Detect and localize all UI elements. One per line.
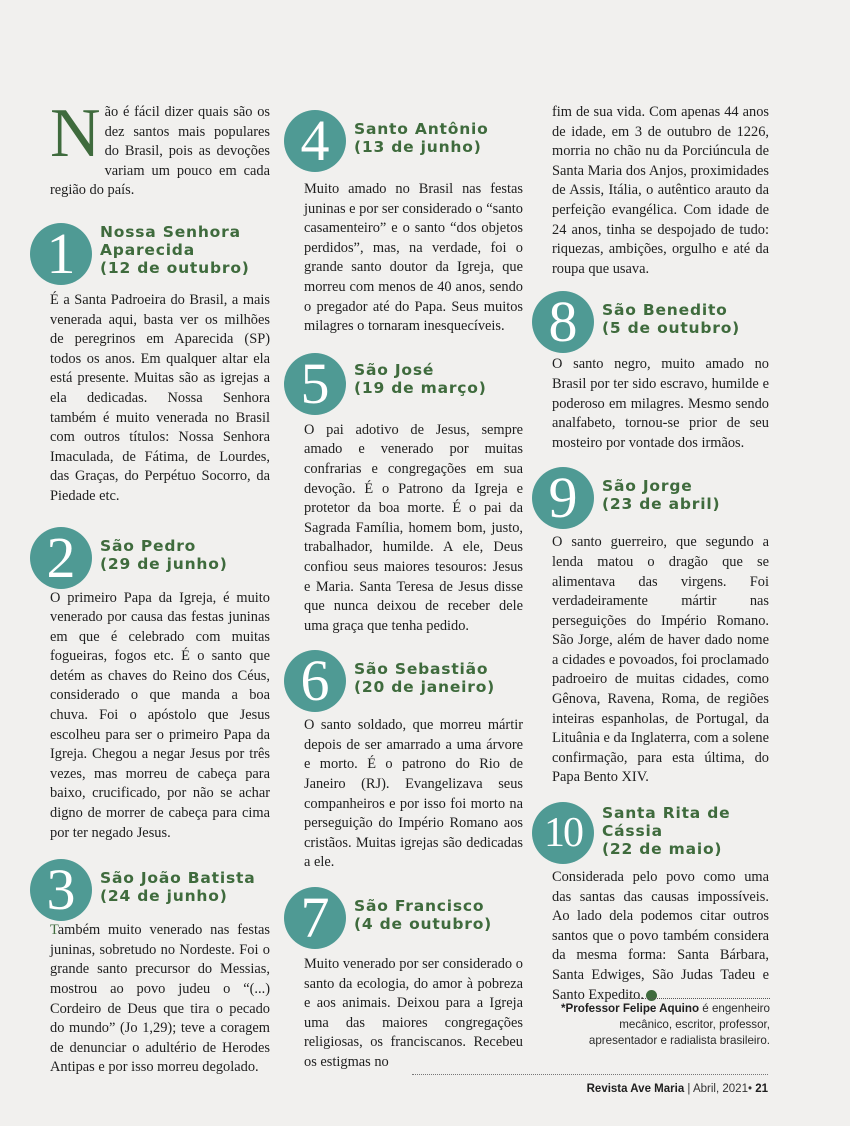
saint-number-8: 8 — [532, 291, 594, 353]
saint-text-2: O primeiro Papa da Igreja, é muito venerado por causa das festas juninas em que é celebrado com muitas fogueiras, fogos etc. É o santo que detém as chaves do Reino dos Céus, considerado o que manda a boa chuva. Foi o apóstolo que Jesus escolheu para ser o primeiro Papa da Igreja. Chegou a negar Jesus por três vezes, mas morreu de cabeça para baixo, crucificado, por não se achar digno de morrer de cabeça para cima por ter negado Jesus. — [50, 589, 270, 841]
saint-heading-5 — [300, 352, 523, 421]
footer-bullet: • — [747, 1083, 752, 1095]
saint-title-4 — [354, 120, 534, 156]
saint-heading-2 — [46, 526, 270, 589]
page-footer — [412, 1083, 768, 1095]
saint-text-9: O santo guerreiro, que segundo a lenda matou o dragão que se alimentava das virgens. Foi verdadeiramente mártir nas perseguições do Império Romano. São Jorge, além de haver dado nome a cidades e povoados, foi proclamado padroeiro de muitas cidades, como Gênova, Ravena, Roma, de regiões inteiras espanholas, de Portugal, da Lituânia e da Inglaterra, com a solene confirmação, para esta última, do Papa Bento XIV. — [552, 534, 769, 786]
saint-heading-4 — [300, 110, 523, 180]
saint-name-2: São Pedro — [100, 536, 197, 555]
saint-number-3: 3 — [30, 859, 92, 921]
saint-date-10: (22 de maio) — [602, 840, 723, 859]
footer-separator: | — [687, 1083, 691, 1095]
author-note — [560, 998, 770, 1049]
saint-text-3 — [50, 921, 270, 1078]
saint-date-2: (29 de junho) — [100, 554, 228, 573]
saint-heading-10 — [544, 802, 769, 868]
column-2 — [300, 110, 523, 1073]
saint-heading-8 — [548, 291, 769, 355]
saint-title-5 — [354, 361, 534, 397]
saint-text-4: Muito amado no Brasil nas festas juninas e por ser considerado o “santo casamenteiro” e o santo “dos objetos perdidos”, mas, na verdade, foi o grande santo doutor da Igreja, que morreu com menos de 40 anos, sendo o pregador até do Papa. Seus muitos milagres o tornaram inesquecíveis. — [304, 181, 523, 335]
saint-title-1 — [100, 223, 280, 277]
author-name: *Professor Felipe Aquino — [560, 1002, 700, 1015]
saint-text-1: É a Santa Padroeira do Brasil, a mais venerada aqui, basta ver os milhões de peregrinos em Aparecida (SP) todos os anos. Em qualquer altar ela está presente. Muitas são as igrejas a ela dedicadas. Nossa Senhora também é muito venerada no Brasil com outros títulos: Nossa Senhora Imaculada, de Fátima, de Lourdes, das Graças, do Perpétuo Socorro, da Piedade etc. — [50, 291, 270, 504]
saint-name-3: São João Batista — [100, 869, 256, 888]
footer-issue: Abril, 2021 — [692, 1083, 748, 1095]
page-number: 21 — [755, 1083, 768, 1095]
saint-number-7: 7 — [284, 887, 346, 949]
saint-title-3 — [100, 869, 280, 905]
saint-number-6: 6 — [284, 650, 346, 712]
saint-text-5: O pai adotivo de Jesus, sempre amado e venerado por muitas confrarias e congregações em sua devoção. É o Patrono da Igreja e protetor da boa morte. É o pai da Sagrada Família, homem bom, justo, trabalhador, humilde. A ele, Deus confiou seus maiores tesouros: Jesus e Maria. Santa Teresa de Jesus disse que nunca deixou de receber dele uma graça que tenha pedido. — [304, 421, 523, 634]
saint-number-9: 9 — [532, 467, 594, 529]
saint-heading-3 — [46, 859, 270, 922]
saint-number-5: 5 — [284, 353, 346, 415]
saint-number-2: 2 — [30, 527, 92, 589]
saint-date-5: (19 de março) — [354, 378, 487, 397]
saint-text-6: O santo soldado, que morreu mártir depois de ser amarrado a uma árvore e morto. É o patrono do Rio de Janeiro (RJ). Evangelizava seus companheiros e por isso foi morto na perseguição do Império Romano aos cristãos. Muitas igrejas são dedicadas a ele. — [304, 717, 523, 871]
saint-text-3-body: ambém muito venerado nas festas juninas, sobretudo no Nordeste. Foi o grande santo precursor do Messias, mostrou ao povo judeu o “(...) Cordeiro de Deus que tira o pecado do mundo” (Jo 1,29); teve a coragem de denunciar o adultério de Herodes Antipas e por isso morreu degolado. — [50, 922, 270, 1076]
saint-text-10 — [552, 868, 769, 1005]
saint-text-7-continued: fim de sua vida. Com apenas 44 anos de idade, em 3 de outubro de 1226, morria no chão nu da Porciúncula de Santa Maria dos Anjos, proximidades de Assis, Itália, o autêntico arauto da perfeição evangélica. Com idade de 24 anos, tinha se despojado de tudo: riquezas, ambições, orgulho e até da roupa que usava. — [552, 104, 769, 277]
saint-number-4: 4 — [284, 110, 346, 172]
saint-text-10-body: Considerada pelo povo como uma das santas das causas impossíveis. Ao lado dela podemos citar outros santos que o povo também considera da mesma forma: Santa Bárbara, Santa Edwiges, São Judas Tadeu e Santo Expedito. — [552, 869, 769, 1003]
saint-number-1: 1 — [30, 223, 92, 285]
saint-name-8: São Benedito — [602, 301, 728, 320]
saint-title-6 — [354, 660, 534, 696]
saint-name-7: São Francisco — [354, 897, 485, 916]
saint-title-10 — [602, 804, 742, 858]
saint-text-7: Muito venerado por ser considerado o santo da ecologia, do amor à pobreza e aos animais. Deixou para a Igreja uma das maiores congregações religiosas, os franciscanos. Recebeu os estigmas no — [304, 956, 523, 1070]
saint-text-8: O santo negro, muito amado no Brasil por ter sido escravo, humilde e poderoso em milagres. Mesmo sendo analfabeto, tornou-se prior de seu mosteiro por vontade dos irmãos. — [552, 356, 769, 451]
author-bio: é engenheiro mecânico, escritor, professor, apresentador e radialista brasileiro. — [588, 1002, 770, 1047]
saint-heading-7 — [300, 887, 523, 955]
column-3 — [544, 103, 769, 1005]
footer-magazine: Revista Ave Maria — [586, 1083, 685, 1095]
saint-name-6: São Sebastião — [354, 660, 489, 679]
saint-title-9 — [602, 477, 782, 513]
author-divider — [622, 998, 770, 999]
saint-heading-1 — [46, 222, 270, 291]
saint-heading-9 — [548, 467, 769, 533]
saint-date-9: (23 de abril) — [602, 495, 721, 514]
intro-text: ão é fácil dizer quais são os dez santos mais populares do Brasil, pois as devoções variam um pouco em cada região do país. — [50, 104, 270, 199]
saint-title-8 — [602, 301, 782, 337]
intro-dropcap: N — [50, 95, 101, 172]
saint-title-7 — [354, 897, 534, 933]
saint-name-4: Santo Antônio — [354, 120, 489, 138]
saint-number-10: 10 — [532, 802, 594, 864]
saint-date-4: (13 de junho) — [354, 138, 482, 156]
saint-name-9: São Jorge — [602, 477, 693, 496]
saint-name-1: Nossa Senhora Aparecida — [100, 222, 241, 259]
saint-title-2 — [100, 537, 280, 573]
saint-date-3: (24 de junho) — [100, 887, 228, 906]
intro-paragraph — [50, 95, 270, 201]
saint-date-7: (4 de outubro) — [354, 915, 493, 934]
column-1 — [46, 95, 270, 1078]
saint-heading-6 — [300, 650, 523, 716]
saint-date-1: (12 de outubro) — [100, 258, 250, 277]
saint-name-10: Santa Rita de Cássia — [602, 804, 731, 841]
saint-text-3-lead: T — [50, 922, 58, 939]
saint-date-6: (20 de janeiro) — [354, 678, 496, 697]
saint-date-8: (5 de outubro) — [602, 319, 741, 338]
saint-name-5: São José — [354, 360, 435, 379]
footer-divider — [412, 1074, 768, 1075]
